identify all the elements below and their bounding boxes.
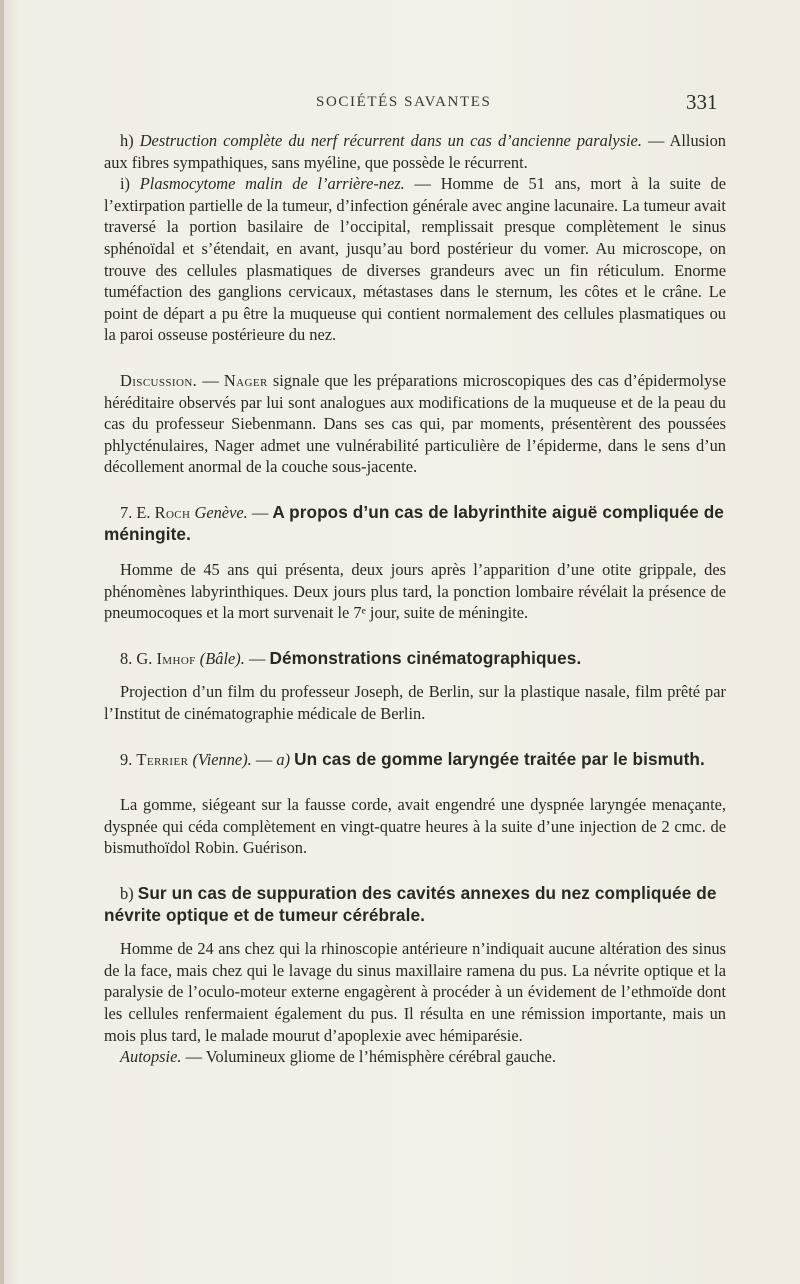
- section-9b-heading: [104, 883, 726, 926]
- discussion-author: Nager: [223, 370, 268, 390]
- section-title: Démonstrations cinématographiques.: [269, 647, 582, 668]
- subsection-label-a: a): [276, 749, 291, 769]
- discussion-label: Discussion.: [120, 370, 198, 390]
- page-spine-shadow: [0, 0, 4, 1284]
- section-title-b: Sur un cas de suppuration des cavités annexes du nez compliquée de névrite optique et de tumeur cérébrale.: [104, 883, 717, 925]
- section-dash: —: [248, 648, 266, 668]
- item-title: Plasmocytome malin de l’arrière-nez.: [139, 174, 405, 194]
- section-7-heading: [104, 502, 726, 545]
- paragraph-discussion: Discussion. — Nager signale que les préparations microscopiques des cas d’épidermolyse héréditaire observés par lui sont analogues aux modifications de la muqueuse et de la peau du cas du professeur Siebenmann. Dans ses cas qui, par moments, présentèrent des poussées phlycténulaires, Nager admet une vulnérabilité particulière de l’épiderme, dans le sens d’un décollement anormal de la couche sous-jacente.: [104, 370, 726, 477]
- section-number: 9.: [120, 749, 133, 769]
- paragraph-h: [104, 130, 726, 173]
- section-number: 8. G.: [120, 648, 153, 668]
- page-header: [0, 92, 800, 116]
- section-dash: —: [251, 502, 269, 522]
- section-title-a: Un cas de gomme laryngée traitée par le bismuth.: [294, 748, 705, 769]
- section-city: (Vienne).: [192, 749, 252, 769]
- autopsy-line: [104, 1046, 726, 1068]
- item-title: Destruction complète du nerf récurrent dans un cas d’ancienne paralysie.: [139, 131, 642, 150]
- subsection-label-b: b): [120, 884, 134, 904]
- section-9-heading: [104, 749, 726, 771]
- autopsy-label: Autopsie.: [120, 1047, 182, 1067]
- section-author: Imhof: [156, 648, 196, 668]
- section-9a-text: La gomme, siégeant sur la fausse corde, avait engendré une dyspnée laryngée menaçante, dyspnée qui céda complètement en vingt-quatre heures à la suite d’une injection de 2 cmc. de bismuthoïdol Robin. Guérison.: [104, 795, 726, 858]
- section-title: A propos d’un cas de labyrinthite aiguë compliquée de méningite.: [104, 501, 724, 544]
- section-city: (Bâle).: [199, 648, 245, 668]
- running-head: SOCIÉTÉS SAVANTES: [316, 94, 492, 110]
- section-number: 7. E.: [120, 502, 151, 522]
- discussion-text: signale que les préparations microscopiques des cas d’épidermolyse héréditaire observés par lui sont analogues aux modifications de la muqueuse et de la peau du cas du professeur Siebenmann. Dans ses cas qui, par moments, présentèrent des poussées phlycténulaires, Nager admet une vulnérabilité particulière de l’épiderme, dans le sens d’un décollement anormal de la couche sous-jacente.: [104, 370, 726, 477]
- section-8-text: Projection d’un film du professeur Joseph, de Berlin, sur la plastique nasale, film prêté par l’Institut de cinématographie médicale de Berlin.: [104, 682, 726, 724]
- item-label: h): [120, 131, 134, 150]
- item-text: — Homme de 51 ans, mort à la suite de l’extirpation partielle de la tumeur, d’infection générale avec angine lacunaire. La tumeur avait traversé la portion basilaire de l’occipital, remplissait presque complètement le sinus sphénoïdal et s’étendait, en avant, jusqu’au bord postérieur du vomer. Au microscope, on trouve des cellules plasmatiques de diverses grandeurs avec un fin réticulum. Enorme tuméfaction des ganglions cervicaux, métastases dans le sternum, les côtes et le crâne. Le point de départ a pu être la muqueuse qui contient normalement des cellules plasmatiques ou la paroi osseuse postérieure du nez.: [104, 174, 726, 345]
- section-7-text: Homme de 45 ans qui présenta, deux jours après l’apparition d’une otite grippale, des phénomènes labyrinthiques. Deux jours plus tard, la ponction lombaire révélait la présence de pneumocoques et la mort survenait le 7ᵉ jour, suite de méningite.: [104, 560, 726, 623]
- section-city: Genève.: [194, 502, 248, 522]
- item-text: — Allusion aux fibres sympathiques, sans myéline, que possède le récurrent.: [104, 131, 726, 172]
- autopsy-text: — Volumineux gliome de l’hémisphère cérébral gauche.: [185, 1047, 556, 1067]
- section-9b-text: Homme de 24 ans chez qui la rhinoscopie antérieure n’indiquait aucune altération des sinus de la face, mais chez qui le lavage du sinus maxillaire ramena du pus. La névrite optique et la paralysie de l’oculo-moteur externe engagèrent à procéder à un évidement de l’ethmoïde dont les cellules renfermaient également du pus. Il résulta en une rémission importante, mais un mois plus tard, le malade mourut d’apoplexie avec hémiparésie.: [104, 939, 726, 1045]
- section-author: Terrier: [136, 749, 189, 769]
- page-body: [104, 130, 726, 1068]
- section-author: Roch: [154, 502, 191, 522]
- paragraph-i: [104, 173, 726, 346]
- item-label: i): [120, 174, 131, 194]
- section-8-heading: [104, 648, 726, 670]
- page-number: 331: [686, 90, 718, 114]
- section-dash: —: [255, 749, 273, 769]
